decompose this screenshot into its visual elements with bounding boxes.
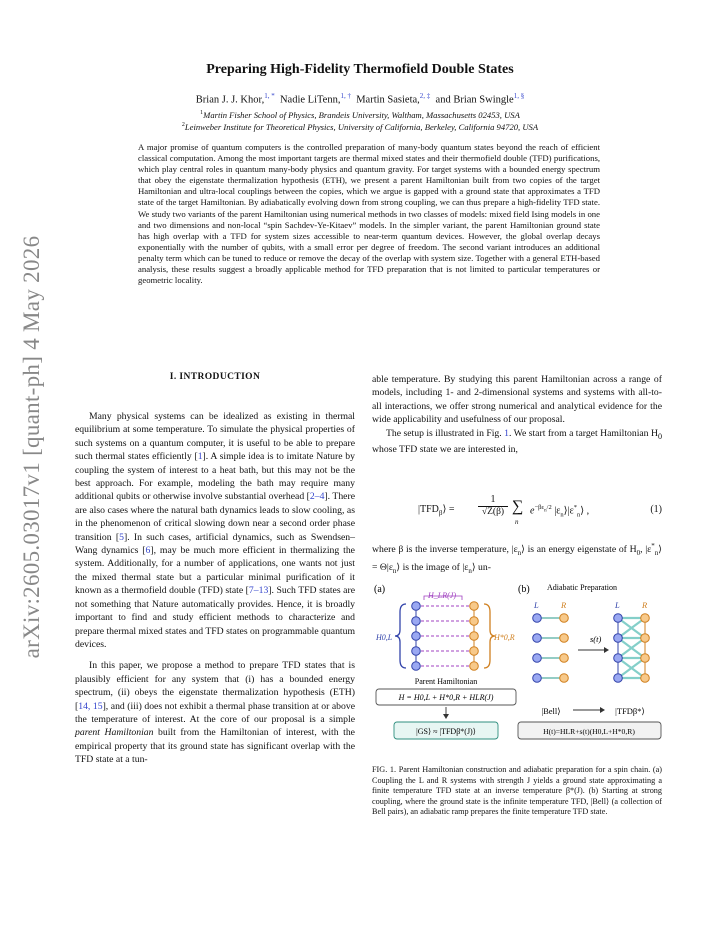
author-name: Brian J. J. Khor, xyxy=(195,94,265,106)
spin-l xyxy=(412,602,421,611)
citation-link[interactable]: 1 xyxy=(197,451,203,463)
paper-title: Preparing High-Fidelity Thermofield Double States xyxy=(206,62,514,77)
gs-text: |GS⟩ ≈ |TFDβ*(J)⟩ xyxy=(416,727,476,736)
figure-1 xyxy=(368,578,668,758)
abstract: A major promise of quantum computers is the controlled preparation of many-body quantum states beyond the reach of efficient classical computation. Among the most important targets are thermal mixed states and their thermofield double (TFD) purifications, which play central roles in quantum many-body physics and quantum gravity. For target systems with a bounded energy spectrum that obey the eigenstate thermalization hypothesis (ETH), we present a parent Hamiltonian built from two copies of the target Hamiltonian and ultra-local couplings between the copies, which we argue is gapped with a ground state that approximates a TFD state of the target Hamiltonian. By adiabatically evolving down from strong coupling, we can thus prepare a high-fidelity TFD state. We study two variants of the parent Hamiltonian using numerical methods in two classes of models: mixed field Ising models in one and two dimensions and non-local “spin Sachdev-Ye-Kitaev” models. In the simpler variant, the parent Hamiltonian ground state has high overlap with a TFD for system sizes accessible to near-term quantum devices. However, the global overlap decays exponentially with the number of qubits, with a small error per degree of freedom. The second variant introduces an additional penalty term which can be tuned to reduce or remove the decay of the overlap with system size. Together with a general ETH-based analysis, these results suggest a broadly applicable method for TFD preparation that is not limited to particular temperatures or geometric locality. xyxy=(138,142,600,286)
bell-pairs xyxy=(533,614,569,683)
bell-label: |Bell⟩ xyxy=(541,706,561,716)
label-L: L xyxy=(534,600,539,610)
spin-r xyxy=(470,647,479,656)
spin-l xyxy=(412,617,421,626)
author-name: Nadie LiTenn, xyxy=(279,94,341,106)
hlr-label: H_LR(J) xyxy=(428,591,456,600)
paragraph: The setup is illustrated in Fig. 1. We start from a target Hamiltonian $H_0$ whose TFD state we are interested in, xyxy=(372,427,662,455)
citation-link[interactable]: 6 xyxy=(145,545,151,557)
summation: ∑ xyxy=(512,498,524,515)
affiliation-text: Martin Fisher School of Physics, Brandeis University, Waltham, Massachusetts 02453, USA xyxy=(203,110,520,120)
equation-number: (1) xyxy=(650,504,662,515)
right-arrow-2 xyxy=(600,707,605,713)
affiliation-1 xyxy=(0,110,720,120)
right-column-cont xyxy=(372,540,662,578)
section-heading: I. INTRODUCTION xyxy=(169,372,261,382)
figure-1-svg xyxy=(368,578,668,758)
paragraph: Many physical systems can be idealized as existing in thermal equilibrium at some temperature. To simulate the physical properties of such systems on a quantum computer, it is useful to be able to prepare such thermal states efficiently [1]. A simple idea is to imitate Nature by coupling the system of interest to a heat bath, but this may not be the best approach. For example, modeling the bath may require many additional qubits or otherwise involve substantial overhead [2–4]. There are also cases where the natural bath dynamics leads to slow cooling, as in the phenomenon of critical slowing down near a second order phase transition [5]. In such cases, artificial dynamics, such as Swendsen–Wang dynamics [6], may be much more efficient in thermalizing the system. Additionally, for a number of applications, one wants not just the mixed thermal state but a particular minimal purification of it known as a thermofield double (TFD) state [7–13]. Such TFD states are not something that Nature automatically provides. Hence, it is broadly important to find and study efficient methods to characterize and prepare thermal mixed states and TFD states on programmable quantum devices. xyxy=(75,411,356,650)
adiabatic-title: Adiabatic Preparation xyxy=(547,583,617,592)
equation-rhs: $e^{-\beta\varepsilon_n/2}$ $|\varepsilon_n⟩|\varepsilon^*_n⟩$ , xyxy=(530,504,590,519)
paragraph: In this paper, we propose a method to prepare TFD states that is plausibly efficient for any system that (i) has a bounded energy spectrum, (ii) obeys the eigenstate thermalization hypothesis (ETH) [14, 15], and (iii) does not exhibit a thermal phase transition at or above the temperature of interest. At the core of our proposal is a simple parent Hamiltonian built from the Hamiltonian of interest, with the empirical property that its ground state has significant overlap with the TFD state at a tun- xyxy=(75,660,356,766)
citation-link[interactable]: 5 xyxy=(119,531,124,543)
affiliation-text: Leinweber Institute for Theoretical Physics, University of California, Berkeley, California 94720, USA xyxy=(184,122,539,132)
right-arrow xyxy=(604,647,609,653)
spin-r xyxy=(470,617,479,626)
label-R: R xyxy=(642,600,648,610)
spin-r xyxy=(470,662,479,671)
citation-link[interactable]: 7–13 xyxy=(248,585,269,597)
right-column xyxy=(372,373,662,456)
spin-r xyxy=(470,602,479,611)
panel-a-label: (a) xyxy=(374,584,386,595)
right-brace xyxy=(484,604,495,668)
spin-l xyxy=(412,647,421,656)
paragraph: where β is the inverse temperature, $|\varepsilon_n⟩$ is an energy eigenstate of $H_0$, $|\varepsilon^*_n⟩$ = $\Theta|\varepsilon_n⟩$ is the image of $|\varepsilon_n⟩$ un- xyxy=(372,542,662,575)
spin-r xyxy=(470,632,479,641)
label-R: R xyxy=(561,600,567,610)
label-L: L xyxy=(615,600,620,610)
parent-eq-text: H = H0,L + H*0,R + HLR(J) xyxy=(398,693,494,702)
down-arrow xyxy=(443,714,449,719)
arxiv-id-text: arXiv:2605.03017v1 [quant-ph] 4 May 2026 xyxy=(19,235,44,659)
equation-fraction: 1 √Z(β) xyxy=(478,494,508,517)
citation-link[interactable]: 14, 15 xyxy=(78,700,103,712)
arxiv-identifier xyxy=(12,232,52,662)
spin-l xyxy=(412,662,421,671)
author-footnote-link[interactable]: 1, * xyxy=(264,92,275,100)
citation-link[interactable]: 2–4 xyxy=(309,491,325,503)
left-brace xyxy=(395,604,406,668)
author-list xyxy=(0,92,720,106)
affiliation-number: 2 xyxy=(181,122,185,129)
st-label: s(t) xyxy=(590,634,602,644)
figure-caption: FIG. 1. Parent Hamiltonian construction and adiabatic preparation for a spin chain. (a) Coupling the L and R systems with strength J yields a ground state approximating a finite temperature TFD state at an inverse temperature β*(J). (b) Starting at strong coupling, where the ground state is the infinite temperature TFD, |Bell⟩ (a collection of Bell pairs), an adiabatic ramp prepares the finite temperature TFD state. xyxy=(372,765,662,817)
affiliation-2 xyxy=(0,122,720,132)
author-footnote-link[interactable]: 1, † xyxy=(340,92,351,100)
author-name: Martin Sasieta, xyxy=(356,94,420,106)
paragraph: able temperature. By studying this parent Hamiltonian across a range of models, including 1- and 2-dimensional systems and systems with all-to-all interactions, we offer strong numerical and analytical evidence for the wide applicability and usefulness of our proposal. xyxy=(372,374,662,426)
left-column xyxy=(75,410,355,767)
affiliation-number: 1 xyxy=(200,110,204,117)
author-footnote-link[interactable]: 2, ‡ xyxy=(419,92,431,100)
equation-1: $|TFD_\beta⟩$ = 1 √Z(β) ∑ n $e^{-\beta\varepsilon_n/2}$ $|\varepsilon_n⟩|\varepsilon^*_n⟩$ , (1) xyxy=(418,494,662,526)
h0l-label: H0,L xyxy=(376,633,393,642)
spin-l xyxy=(412,632,421,641)
tfd-label: |TFDβ*⟩ xyxy=(615,706,645,716)
tfd-chain xyxy=(614,614,650,683)
h0r-label: H*0,R xyxy=(494,633,515,642)
parent-hamiltonian-label: Parent Hamiltonian xyxy=(414,677,478,686)
citation-link[interactable]: 1 xyxy=(504,427,509,439)
ht-text: H(t)=HLR+s(t)(H0,L+H*0,R) xyxy=(543,727,635,736)
panel-b-label: (b) xyxy=(518,584,530,595)
author-footnote-link[interactable]: 1, § xyxy=(513,92,525,100)
equation-lhs: $|TFD_\beta⟩$ = xyxy=(418,504,455,517)
lr-couplings xyxy=(421,606,469,666)
author-name: and Brian Swingle xyxy=(435,94,514,106)
